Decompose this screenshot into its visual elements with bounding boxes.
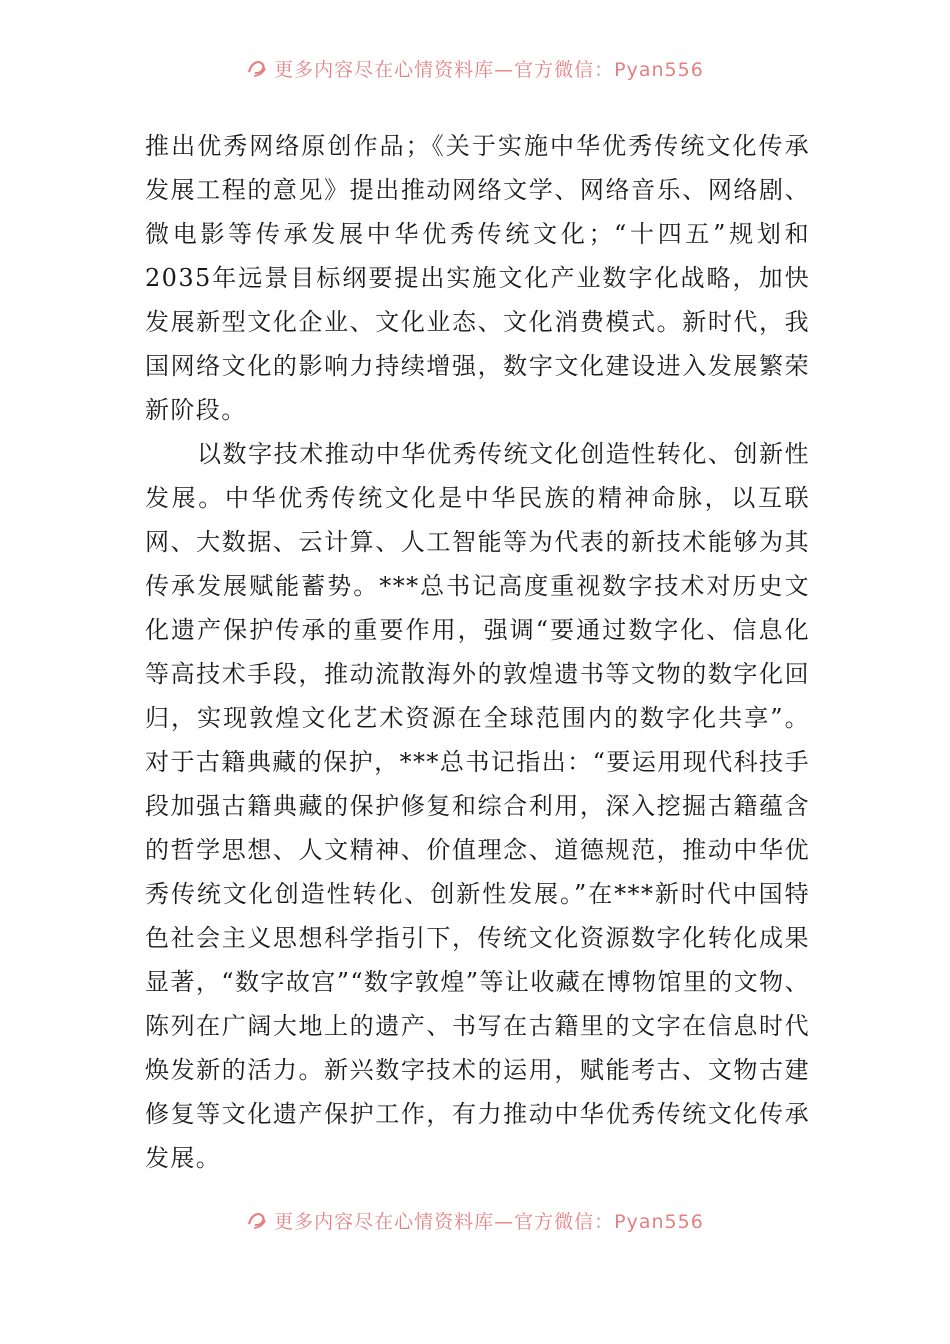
watermark-text: 更多内容尽在心情资料库—官方微信：Pyan556: [274, 58, 704, 81]
watermark-logo-icon: [246, 1209, 268, 1231]
paragraph-2: 以数字技术推动中华优秀传统文化创造性转化、创新性发展。中华优秀传统文化是中华民族的精神命脉，以互联网、大数据、云计算、人工智能等为代表的新技术能够为其传承发展赋能蓄势。***总书记高度重视数字技术对历史文化遗产保护传承的重要作用，强调“要通过数字化、信息化等高技术手段，推动流散海外的敦煌遗书等文物的数字化回归，实现敦煌文化艺术资源在全球范围内的数字化共享”。对于古籍典藏的保护，***总书记指出：“要运用现代科技手段加强古籍典藏的保护修复和综合利用，深入挖掘古籍蕴含的哲学思想、人文精神、价值理念、道德规范，推动中华优秀传统文化创造性转化、创新性发展。”在***新时代中国特色社会主义思想科学指引下，传统文化资源数字化转化成果显著，“数字故宫”“数字敦煌”等让收藏在博物馆里的文物、陈列在广阔大地上的遗产、书写在古籍里的文字在信息时代焕发新的活力。新兴数字技术的运用，赋能考古、文物古建修复等文化遗产保护工作，有力推动中华优秀传统文化传承发展。: [145, 440, 810, 1172]
watermark-logo-icon: [246, 57, 268, 79]
footer-watermark: [0, 1200, 950, 1240]
document-body: [145, 124, 810, 1180]
watermark-text: 更多内容尽在心情资料库—官方微信：Pyan556: [274, 1210, 704, 1233]
paragraph-1: 推出优秀网络原创作品；《关于实施中华优秀传统文化传承发展工程的意见》提出推动网络文学、网络音乐、网络剧、微电影等传承发展中华优秀传统文化；“十四五”规划和2035年远景目标纲要提出实施文化产业数字化战略，加快发展新型文化企业、文化业态、文化消费模式。新时代，我国网络文化的影响力持续增强，数字文化建设进入发展繁荣新阶段。: [145, 132, 810, 424]
header-watermark: [0, 48, 950, 88]
